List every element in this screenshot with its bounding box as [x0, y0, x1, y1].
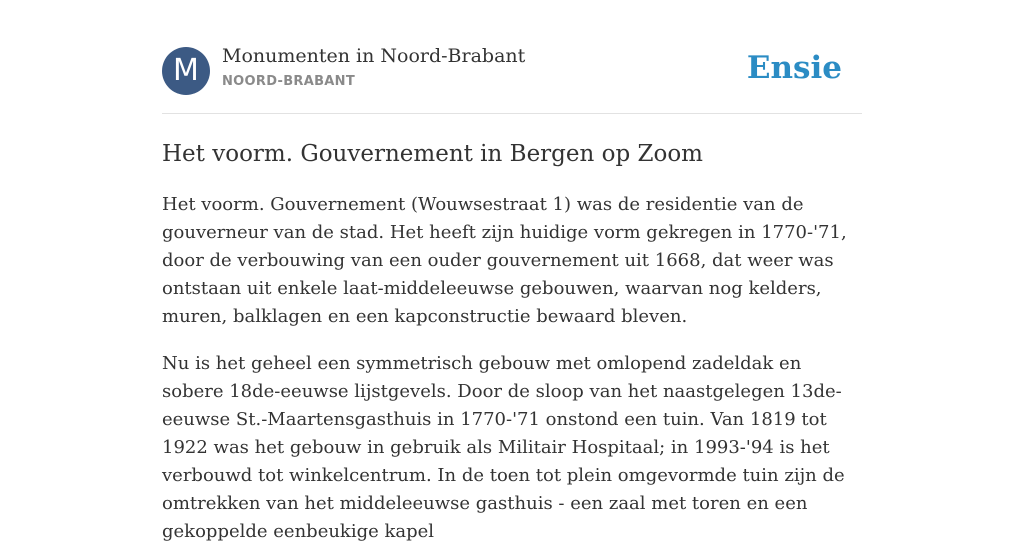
site-subtitle[interactable]: NOORD-BRABANT: [222, 74, 356, 89]
avatar[interactable]: M: [162, 47, 210, 95]
article-title: Het voorm. Gouvernement in Bergen op Zoom: [162, 141, 703, 167]
header: [162, 0, 862, 114]
article-paragraph-1: Het voorm. Gouvernement (Wouwsestraat 1) was de residentie van de gouverneur van de stad. Het heeft zijn huidige vorm gekregen in 1770-'71, door de verbouwing van een ouder gouvernement uit 1668, dat weer was ontstaan uit enkele laat-middeleeuwse gebouwen, waarvan nog kelders, muren, balklagen en een kapconstructie bewaard bleven.: [162, 194, 847, 327]
article-paragraph-2: Nu is het geheel een symmetrisch gebouw met omlopend zadeldak en sobere 18de-eeuwse lijstgevels. Door de sloop van het naastgelegen 13de-eeuwse St.-Maartensgasthuis in 1770-'71 onstond een tuin. Van 1819 tot 1922 was het gebouw in gebruik als Militair Hospitaal; in 1993-'94 is het verbouwd tot winkelcentrum. In de toen tot plein omgevormde tuin zijn de omtrekken van het middeleeuwse gasthuis - een zaal met toren en een gekoppelde eenbeukige kapel: [162, 353, 845, 542]
site-title[interactable]: Monumenten in Noord-Brabant: [222, 45, 526, 67]
brand-logo[interactable]: Ensie: [746, 50, 842, 86]
content-container: [162, 0, 862, 546]
